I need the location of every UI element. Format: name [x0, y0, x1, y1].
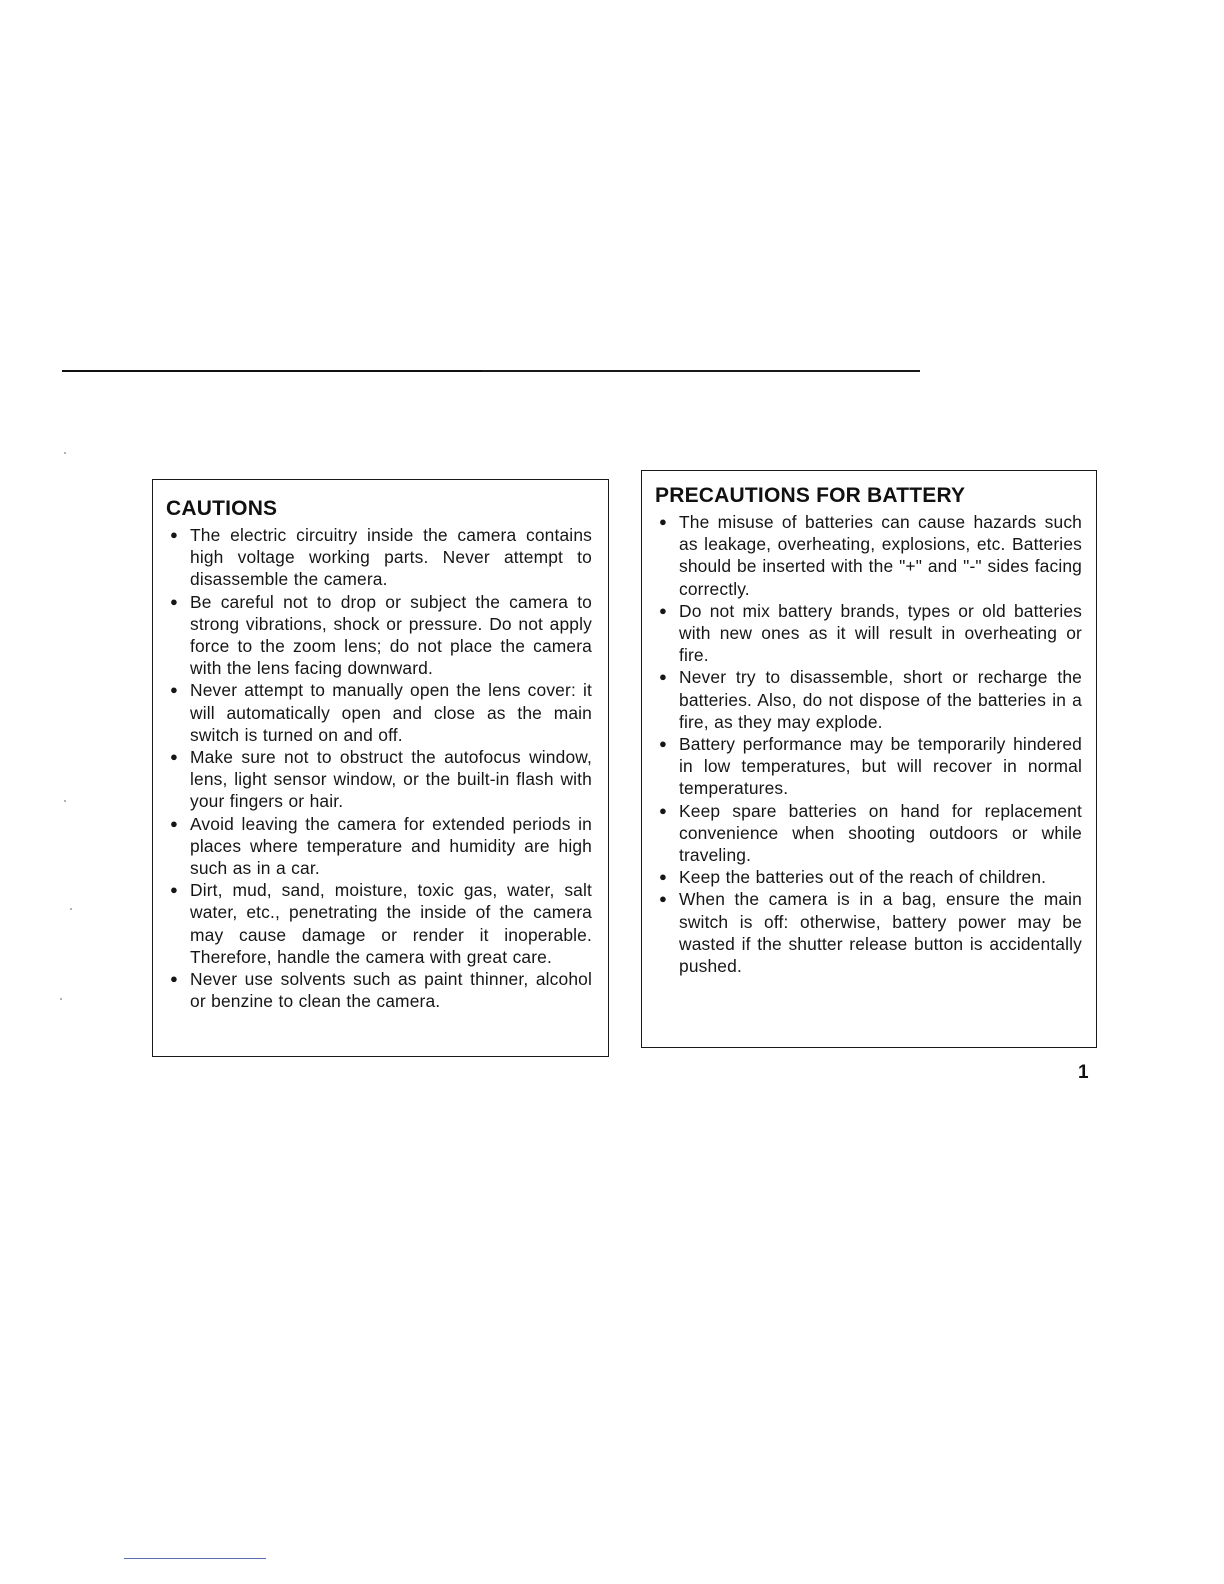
- list-item: [655, 511, 1082, 600]
- battery-precautions-list: [655, 511, 1082, 977]
- cautions-box: [152, 479, 609, 1057]
- list-item-text: Keep spare batteries on hand for replacement convenience when shooting outdoors or while traveling.: [679, 800, 1082, 866]
- bullet-icon: ●: [170, 749, 179, 765]
- bullet-icon: ●: [170, 971, 179, 987]
- list-item: [166, 746, 592, 813]
- list-item: [655, 600, 1082, 667]
- list-item-text: Never attempt to manually open the lens cover: it will automatically open and close as the main switch is turned on and off.: [190, 680, 592, 745]
- bullet-icon: ●: [170, 815, 179, 831]
- bullet-icon: ●: [659, 802, 668, 818]
- bullet-icon: ●: [659, 669, 668, 685]
- list-item: [166, 813, 592, 880]
- bullet-icon: ●: [170, 593, 179, 609]
- scan-speck: [64, 452, 66, 454]
- list-item-text: The electric circuitry inside the camera contains high voltage working parts. Never attempt to disassemble the camera.: [190, 525, 592, 590]
- list-item-text: Keep the batteries out of the reach of children.: [679, 867, 1047, 888]
- page-number: 1: [1078, 1062, 1089, 1083]
- bullet-icon: ●: [170, 682, 179, 698]
- list-item: [655, 733, 1082, 800]
- list-item-text: Never use solvents such as paint thinner, alcohol or benzine to clean the camera.: [190, 969, 592, 1012]
- list-item: [655, 800, 1082, 867]
- list-item-text: Make sure not to obstruct the autofocus window, lens, light sensor window, or the built-in flash with your fingers or hair.: [190, 747, 592, 812]
- list-item: [166, 968, 592, 1012]
- scan-speck: [70, 908, 72, 910]
- list-item-text: The misuse of batteries can cause hazards such as leakage, overheating, explosions, etc. Batteries should be inserted with the "+" and "-" sides facing correctly.: [679, 512, 1082, 599]
- battery-precautions-title: PRECAUTIONS FOR BATTERY: [655, 484, 966, 507]
- list-item: [166, 524, 592, 591]
- footer-rule: [124, 1558, 266, 1559]
- list-item: [166, 879, 592, 968]
- list-item-text: Be careful not to drop or subject the camera to strong vibrations, shock or pressure. Do not apply force to the zoom lens; do not place the camera with the lens facing downward.: [190, 591, 592, 679]
- list-item: [655, 666, 1082, 733]
- bullet-icon: ●: [659, 514, 668, 529]
- header-rule: [62, 370, 920, 372]
- bullet-icon: ●: [659, 891, 668, 907]
- cautions-title: CAUTIONS: [166, 497, 278, 520]
- list-item-text: Never try to disassemble, short or recharge the batteries. Also, do not dispose of the batteries in a fire, as they may explode.: [679, 667, 1082, 732]
- bullet-icon: ●: [170, 527, 179, 542]
- list-item-text: Dirt, mud, sand, moisture, toxic gas, water, salt water, etc., penetrating the inside of the camera may cause damage or render it inoperable. Therefore, handle the camera with great care.: [190, 880, 592, 967]
- list-item-text: Battery performance may be temporarily hindered in low temperatures, but will recover in normal temperatures.: [679, 734, 1082, 799]
- list-item: [166, 679, 592, 746]
- list-item: [166, 591, 592, 680]
- bullet-icon: ●: [170, 882, 179, 898]
- bullet-icon: ●: [659, 869, 668, 885]
- list-item-text: Do not mix battery brands, types or old batteries with new ones as it will result in overheating or fire.: [679, 600, 1082, 666]
- scan-speck: [60, 998, 62, 1000]
- list-item-text: When the camera is in a bag, ensure the main switch is off: otherwise, battery power may be wasted if the shutter release button is accidentally pushed.: [679, 889, 1082, 977]
- list-item: [655, 866, 1082, 888]
- battery-precautions-box: [641, 470, 1097, 1048]
- list-item-text: Avoid leaving the camera for extended periods in places where temperature and humidity are high such as in a car.: [190, 813, 592, 879]
- scan-speck: [64, 800, 66, 802]
- bullet-icon: ●: [659, 736, 668, 752]
- cautions-list: [166, 524, 592, 1012]
- bullet-icon: ●: [659, 602, 668, 618]
- list-item: [655, 888, 1082, 977]
